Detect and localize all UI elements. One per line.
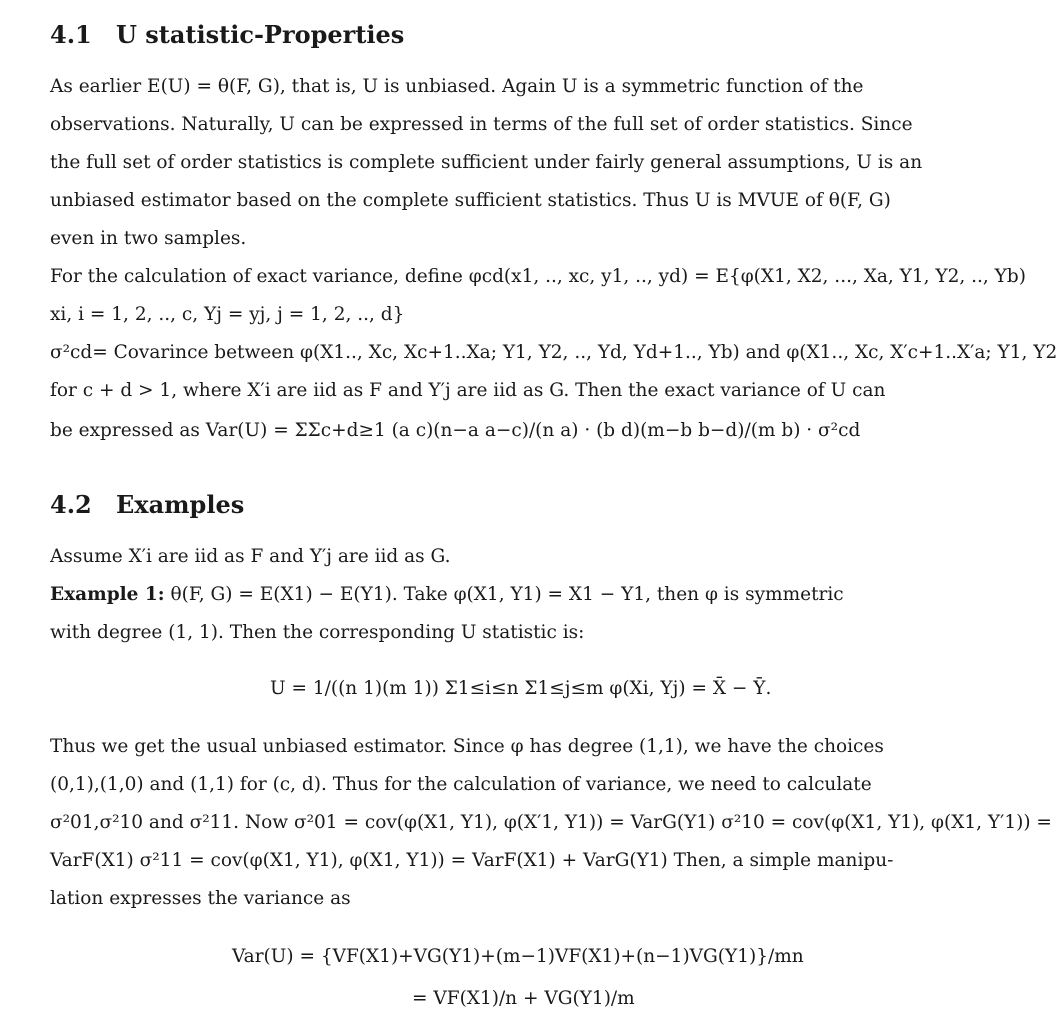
variance-equation-2: = VF(X1)/n + VG(Y1)/m	[412, 988, 635, 1009]
example-text: θ(F, G) = E(X1) − E(Y1). Take φ(X1, Y1) = X1 − Y1, then φ is symmetric	[164, 584, 844, 605]
paragraph-line: σ²01,σ²10 and σ²11. Now σ²01 = cov(φ(X1, Y1), φ(X′1, Y1)) = VarG(Y1) σ²10 = cov(φ(X1, Y1), φ(X1, Y′1)) =	[50, 812, 1052, 833]
u-statistic-formula: U = 1/((n 1)(m 1)) Σ1≤i≤n Σ1≤j≤m φ(Xi, Yj) = X̄ − Ȳ.	[270, 678, 772, 699]
paragraph-line: For the calculation of exact variance, define φcd(x1, .., xc, y1, .., yd) = E{φ(X1, X2, ..., Xa, Y1, Y2, .., Yb)	[50, 266, 1026, 287]
section-number: 4.2	[50, 490, 92, 519]
paragraph-line: Assume X′i are iid as F and Y′j are iid as G.	[50, 546, 451, 567]
variance-equation-1: Var(U) = {VF(X1)+VG(Y1)+(m−1)VF(X1)+(n−1)VG(Y1)}/mn	[232, 946, 804, 967]
section-title: Examples	[116, 490, 245, 519]
section-title: U statistic-Properties	[116, 20, 405, 49]
paragraph-line: σ²cd= Covarince between φ(X1.., Xc, Xc+1..Xa; Y1, Y2, .., Yd, Yd+1.., Yb) and φ(X1.., Xc, X′c+1..X′a; Y1, Y2	[50, 342, 1057, 363]
paragraph-line: with degree (1, 1). Then the corresponding U statistic is:	[50, 622, 585, 643]
section-heading-4-2	[50, 490, 244, 519]
paragraph-line: VarF(X1) σ²11 = cov(φ(X1, Y1), φ(X1, Y1)) = VarF(X1) + VarG(Y1) Then, a simple manipu-	[50, 850, 894, 871]
paragraph-line: As earlier E(U) = θ(F, G), that is, U is unbiased. Again U is a symmetric function of the	[50, 76, 864, 97]
paragraph-line: even in two samples.	[50, 228, 247, 249]
section-number: 4.1	[50, 20, 92, 49]
example-line	[50, 584, 844, 605]
paragraph-line: xi, i = 1, 2, .., c, Yj = yj, j = 1, 2, .., d}	[50, 304, 405, 325]
example-label: Example 1:	[50, 584, 165, 605]
paragraph-line: Thus we get the usual unbiased estimator. Since φ has degree (1,1), we have the choices	[50, 736, 884, 757]
paragraph-line: unbiased estimator based on the complete sufficient statistics. Thus U is MVUE of θ(F, G)	[50, 190, 891, 211]
paragraph-line: (0,1),(1,0) and (1,1) for (c, d). Thus for the calculation of variance, we need to calculate	[50, 774, 872, 795]
paragraph-line: for c + d > 1, where X′i are iid as F and Y′j are iid as G. Then the exact variance of U can	[50, 380, 886, 401]
section-heading-4-1	[50, 20, 404, 49]
paragraph-line: lation expresses the variance as	[50, 888, 351, 909]
variance-formula-line: be expressed as Var(U) = ΣΣc+d≥1 (a c)(n−a a−c)/(n a) · (b d)(m−b b−d)/(m b) · σ²cd	[50, 420, 861, 441]
paragraph-line: observations. Naturally, U can be expressed in terms of the full set of order statistics. Since	[50, 114, 913, 135]
paragraph-line: the full set of order statistics is complete sufficient under fairly general assumptions, U is an	[50, 152, 923, 173]
